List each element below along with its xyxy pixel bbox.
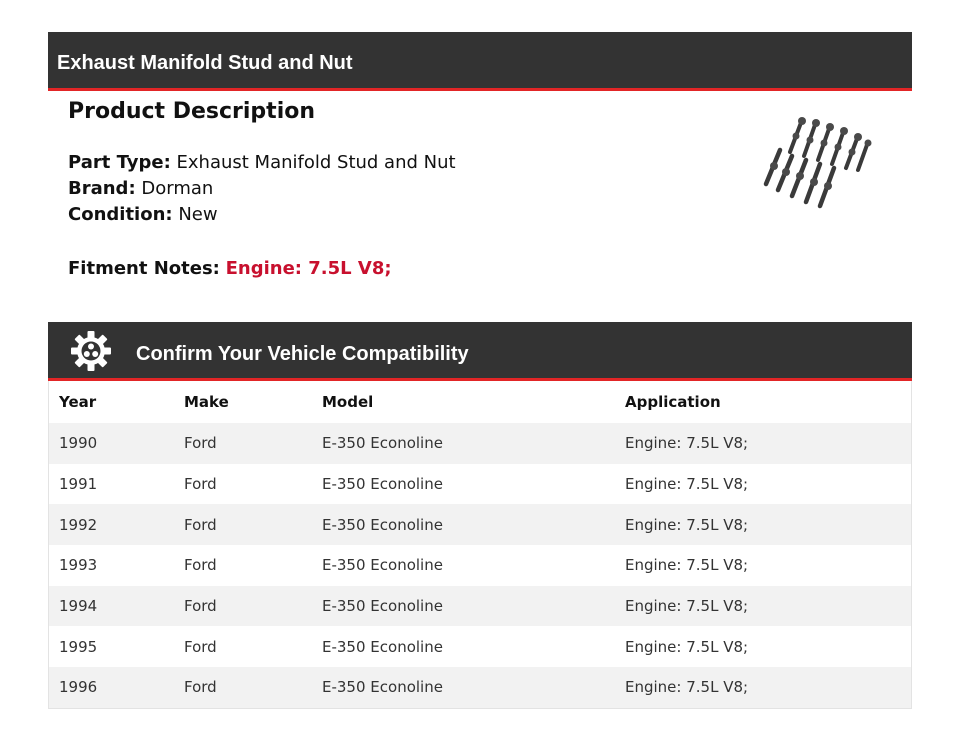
compatibility-table <box>49 381 911 708</box>
cell-make: Ford <box>174 586 312 627</box>
cell-year: 1995 <box>49 626 174 667</box>
product-title-bar <box>48 32 912 91</box>
cell-make: Ford <box>174 667 312 708</box>
column-header-application: Application <box>615 381 911 423</box>
column-header-model: Model <box>312 381 615 423</box>
fitment-notes-label: Fitment Notes: <box>68 258 220 279</box>
cell-application: Engine: 7.5L V8; <box>615 626 911 667</box>
part-type-row <box>68 150 456 176</box>
column-header-make: Make <box>174 381 312 423</box>
cell-year: 1992 <box>49 504 174 545</box>
table-row <box>49 464 911 505</box>
cell-model: E-350 Econoline <box>312 667 615 708</box>
cell-application: Engine: 7.5L V8; <box>615 464 911 505</box>
table-row <box>49 504 911 545</box>
description-heading: Product Description <box>68 99 316 124</box>
table-header-row <box>49 381 911 423</box>
cell-application: Engine: 7.5L V8; <box>615 586 911 627</box>
cell-model: E-350 Econoline <box>312 464 615 505</box>
cell-model: E-350 Econoline <box>312 504 615 545</box>
table-row <box>49 423 911 464</box>
cell-year: 1991 <box>49 464 174 505</box>
condition-value: New <box>178 204 218 225</box>
product-image <box>760 112 872 212</box>
part-type-value: Exhaust Manifold Stud and Nut <box>176 152 456 173</box>
fitment-notes-value: Engine: 7.5L V8; <box>225 258 392 279</box>
condition-row <box>68 202 218 228</box>
cell-application: Engine: 7.5L V8; <box>615 423 911 464</box>
compatibility-bar <box>48 322 912 381</box>
brand-label: Brand: <box>68 178 136 199</box>
cell-make: Ford <box>174 423 312 464</box>
compatibility-title: Confirm Your Vehicle Compatibility <box>136 343 469 365</box>
table-row <box>49 626 911 667</box>
gear-icon <box>70 330 112 372</box>
brand-row <box>68 176 213 202</box>
product-title: Exhaust Manifold Stud and Nut <box>57 52 353 74</box>
condition-label: Condition: <box>68 204 173 225</box>
cell-make: Ford <box>174 545 312 586</box>
part-type-label: Part Type: <box>68 152 171 173</box>
cell-application: Engine: 7.5L V8; <box>615 545 911 586</box>
column-header-year: Year <box>49 381 174 423</box>
compatibility-table-wrapper <box>48 381 912 709</box>
cell-make: Ford <box>174 504 312 545</box>
cell-model: E-350 Econoline <box>312 586 615 627</box>
fitment-notes-row <box>68 256 392 282</box>
table-row <box>49 667 911 708</box>
cell-year: 1990 <box>49 423 174 464</box>
cell-model: E-350 Econoline <box>312 626 615 667</box>
cell-year: 1994 <box>49 586 174 627</box>
cell-model: E-350 Econoline <box>312 423 615 464</box>
cell-application: Engine: 7.5L V8; <box>615 667 911 708</box>
cell-model: E-350 Econoline <box>312 545 615 586</box>
table-row <box>49 586 911 627</box>
brand-value: Dorman <box>141 178 214 199</box>
table-row <box>49 545 911 586</box>
cell-year: 1996 <box>49 667 174 708</box>
product-description <box>68 96 315 128</box>
cell-application: Engine: 7.5L V8; <box>615 504 911 545</box>
cell-year: 1993 <box>49 545 174 586</box>
cell-make: Ford <box>174 626 312 667</box>
cell-make: Ford <box>174 464 312 505</box>
